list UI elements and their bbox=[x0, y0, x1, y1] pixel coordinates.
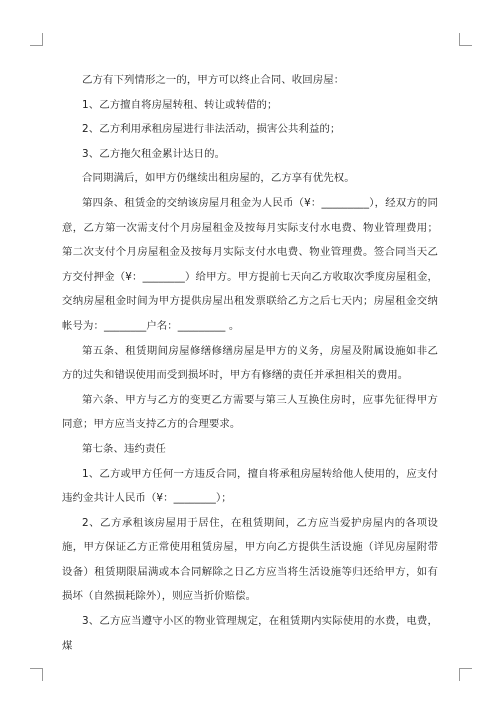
paragraph-illegal-use-clause: 2、乙方利用承租房屋进行非法活动，损害公共利益的； bbox=[82, 123, 341, 136]
paragraph-breach-clause-1: 1、乙方或甲方任何一方违反合同，擅自将承租房屋转给他人使用的，应支付违约金共计人民币（¥：________）； bbox=[62, 467, 438, 505]
crop-mark-top-left bbox=[30, 33, 43, 46]
paragraph-arrears-clause: 3、乙方拖欠租金累计达日的。 bbox=[82, 147, 226, 160]
paragraph-article-five: 第五条、租赁期间房屋修缮修缮房屋是甲方的义务，房屋及附属设施如非乙方的过失和错误使用而受到损坏时，甲方有修缮的责任并承担相关的费用。 bbox=[62, 344, 438, 382]
paragraph-article-six: 第六条、甲方与乙方的变更乙方需要与第三人互换住房时，应事先征得甲方同意；甲方应当支持乙方的合理要求。 bbox=[62, 393, 438, 431]
paragraph-breach-clause-3: 3、乙方应当遵守小区的物业管理规定，在租赁期内实际使用的水费，电费，煤 bbox=[62, 615, 438, 652]
paragraph-breach-clause-2: 2、乙方承租该房屋用于居住，在租赁期间，乙方应当爱护房屋内的各项设施，甲方保证乙方正常使用租赁房屋，甲方向乙方提供生活设施（详见房屋附带设备）租赁期限届满或本合同解除之日乙方应当将生活设施等归还给甲方，如有损坏（自然损耗除外），则应当折价赔偿。 bbox=[62, 516, 438, 603]
paragraph-article-four: 第四条、租赁金的交纳该房屋月租金为人民币（¥：_________），经双方的同意，乙方第一次需支付个月房屋租金及按每月实际支付水电费、物业管理费用；第二次支付个月房屋租金及按每月实际支付水电费、物业管理费。签合同当天乙方交付押金（¥：________）给甲方。甲方提前七天向乙方收取次季度房屋租金，交纳房屋租金时间为甲方提供房屋出租发票联给乙方之后七天内；房屋租金交纳帐号为：________户名：_________ 。 bbox=[62, 196, 438, 332]
document-body bbox=[62, 68, 438, 658]
paragraph-termination-intro: 乙方有下列情形之一的，甲方可以终止合同、收回房屋： bbox=[82, 74, 345, 86]
crop-mark-top-right bbox=[459, 33, 472, 46]
paragraph-sublet-clause: 1、乙方擅自将房屋转租、转让或转借的； bbox=[82, 98, 278, 111]
paragraph-article-seven-heading: 第七条、违约责任 bbox=[82, 442, 166, 455]
crop-mark-bottom-right bbox=[459, 668, 472, 681]
paragraph-priority-clause: 合同期满后，如甲方仍继续出租房屋的，乙方享有优先权。 bbox=[82, 172, 355, 185]
crop-mark-bottom-left bbox=[30, 668, 43, 681]
